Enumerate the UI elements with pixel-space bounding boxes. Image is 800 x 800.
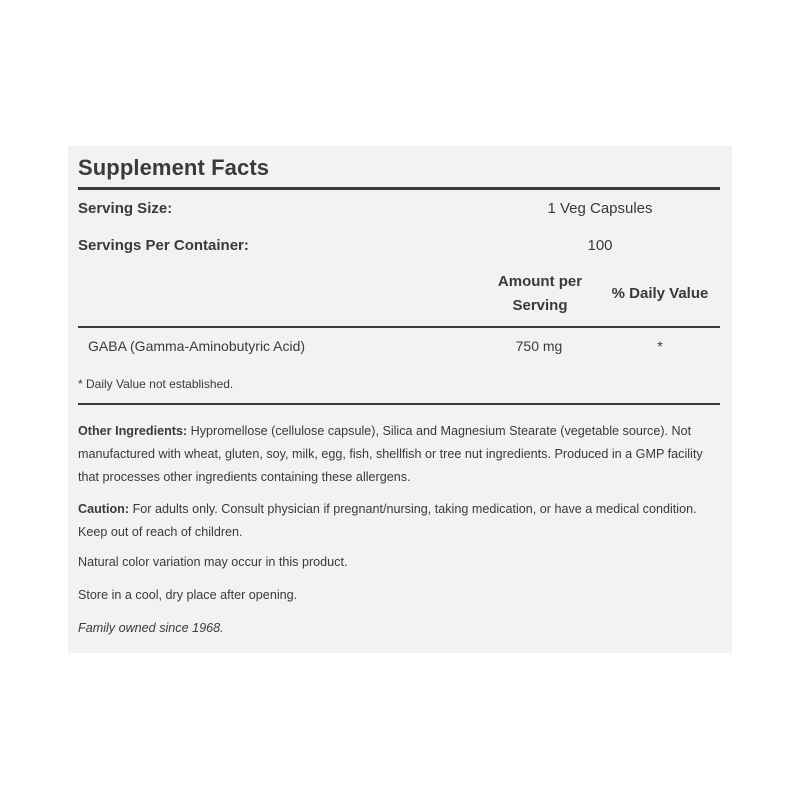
ingredient-name: GABA (Gamma-Aminobutyric Acid) — [88, 338, 306, 354]
family-owned-note: Family owned since 1968. — [78, 621, 224, 635]
serving-size-value: 1 Veg Capsules — [547, 200, 653, 217]
servings-per-container-label: Servings Per Container: — [78, 237, 249, 254]
serving-size-label: Serving Size: — [78, 200, 173, 217]
caution-label: Caution: — [78, 502, 130, 516]
footer-divider — [78, 403, 720, 405]
daily-value-footnote: * Daily Value not established. — [78, 377, 234, 391]
caution-paragraph — [78, 498, 718, 544]
servings-per-container-value: 100 — [587, 237, 613, 254]
color-variation-note: Natural color variation may occur in this product. — [78, 555, 348, 569]
other-ingredients-paragraph — [78, 420, 718, 489]
caution-text: For adults only. Consult physician if pregnant/nursing, taking medication, or have a medical condition. Keep out of reach of children. — [78, 502, 697, 539]
ingredient-amount: 750 mg — [515, 338, 563, 354]
ingredient-daily-value: * — [657, 338, 663, 354]
other-ingredients-label: Other Ingredients: — [78, 424, 188, 438]
other-ingredients-text: Hypromellose (cellulose capsule), Silica and Magnesium Stearate (vegetable source). Not manufactured with wheat, gluten, soy, milk, egg, fish, shellfish or tree nut ingredients. Produced in a GMP facility that processes other ingredients containing these allergens. — [78, 424, 703, 484]
supplement-facts-title: Supplement Facts — [78, 155, 270, 180]
storage-note: Store in a cool, dry place after opening. — [78, 588, 298, 602]
header-divider — [78, 326, 720, 328]
title-divider — [78, 187, 720, 190]
amount-header-line1: Amount per — [497, 273, 583, 290]
amount-per-serving-header — [484, 270, 596, 318]
supplement-facts-panel — [68, 146, 732, 653]
amount-header-line2: Serving — [512, 297, 568, 314]
daily-value-header: % Daily Value — [611, 285, 709, 302]
